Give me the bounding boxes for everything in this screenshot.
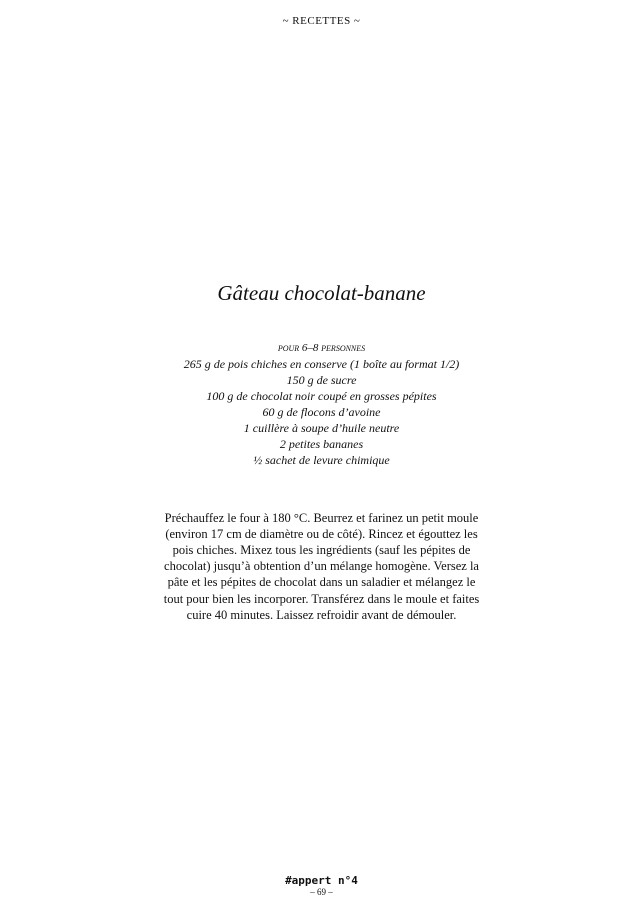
page-number: – 69 – bbox=[310, 887, 333, 897]
ingredient-item: 60 g de flocons d’avoine bbox=[262, 405, 381, 419]
serving-size: pour 6–8 personnes bbox=[277, 342, 366, 354]
recipe-title: Gâteau chocolat-banane bbox=[217, 281, 426, 305]
ingredient-item: 100 g de chocolat noir coupé en grosses pépites bbox=[206, 389, 437, 403]
ingredient-item: ½ sachet de levure chimique bbox=[253, 453, 390, 467]
ingredient-item: 150 g de sucre bbox=[286, 373, 357, 387]
ingredient-list bbox=[0, 340, 643, 468]
recipe-instructions: Préchauffez le four à 180 °C. Beurrez et farinez un petit moule (environ 17 cm de diamètre ou de côté). Rincez et égouttez les pois chiches. Mixez tous les ingrédients (sauf les pépites de chocolat) jusqu’à obtention d’un mélange homogène. Versez la pâte et les pépites de chocolat dans un saladier et mélangez le tout pour bien les incorporer. Transférez dans le moule et faites cuire 40 minutes. Laissez refroidir avant de démouler. bbox=[163, 510, 480, 622]
ingredient-item: 1 cuillère à soupe d’huile neutre bbox=[243, 421, 400, 435]
ingredient-item: 2 petites bananes bbox=[279, 437, 364, 451]
magazine-name: #appert n°4 bbox=[285, 874, 358, 887]
section-header: ~ RECETTES ~ bbox=[282, 15, 361, 27]
ingredient-item: 265 g de pois chiches en conserve (1 boîte au format 1/2) bbox=[183, 357, 460, 371]
page-footer bbox=[0, 874, 643, 898]
